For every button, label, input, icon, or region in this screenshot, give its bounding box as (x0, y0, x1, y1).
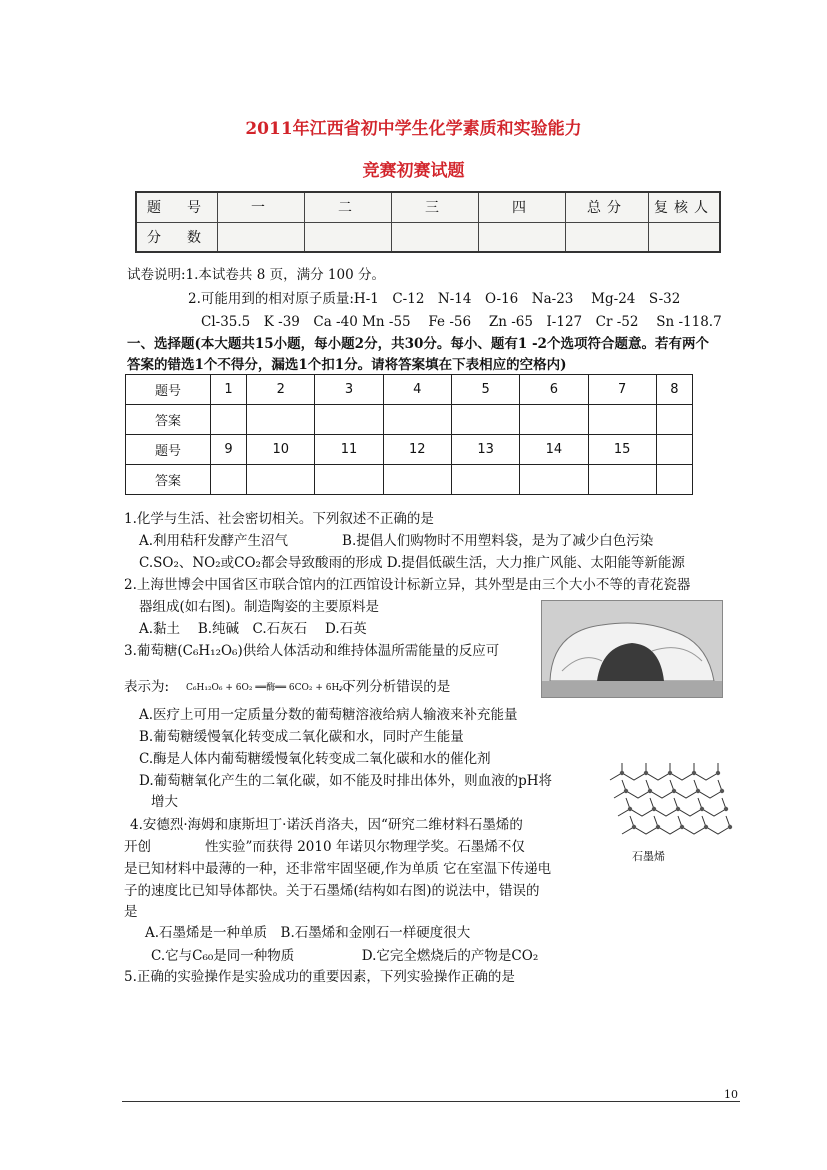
answer-cell[interactable] (315, 405, 383, 435)
question-4-line-3: 是已知材料中最薄的一种，还非常牢固坚硬,作为单质 它在室温下传递电 (124, 861, 552, 877)
section-heading-2: 答案的错选1个不得分，漏选1个扣1分。请将答案填在下表相应的空格内) (127, 357, 567, 373)
question-number: 14 (520, 435, 588, 465)
answer-table-q-label: 题号 (126, 435, 211, 465)
answer-cell[interactable] (588, 465, 656, 495)
title-line-1: 2011年江西省初中学生化学素质和实验能力 (245, 119, 582, 139)
title-line-2: 竞赛初赛试题 (362, 161, 465, 181)
question-number: 9 (211, 435, 247, 465)
question-3-option-d-cont: 增大 (151, 794, 178, 810)
jiangxi-pavilion-photo (541, 600, 723, 698)
answer-cell[interactable] (247, 405, 315, 435)
score-cell[interactable] (392, 222, 479, 252)
question-number: 15 (588, 435, 656, 465)
answer-cell[interactable] (451, 465, 519, 495)
question-number: 7 (588, 375, 656, 405)
question-1-options-cd: C.SO₂、NO₂或CO₂都会导致酸雨的形成 D.提倡低碳生活，大力推广风能、太阳能等新能源 (139, 555, 685, 571)
question-number: 1 (211, 375, 247, 405)
question-3-option-a: A.医疗上可用一定质量分数的葡萄糖溶液给病人输液来补充能量 (139, 707, 518, 723)
question-1: 1.化学与生活、社会密切相关。下列叙述不正确的是 (124, 511, 434, 527)
question-5: 5.正确的实验操作是实验成功的重要因素，下列实验操作正确的是 (124, 969, 515, 985)
question-4-line-5: 是 (124, 904, 138, 920)
answer-cell[interactable] (315, 465, 383, 495)
section-heading-1: 一、选择题(本大题共15小题，每小题2分，共30分。每小、题有1 -2个选项符合题意。若有两个 (127, 336, 709, 352)
question-2: 2.上海世博会中国省区市联合馆内的江西馆设计标新立异，其外型是由三个大小不等的青花瓷器 (124, 577, 691, 593)
question-number: 3 (315, 375, 383, 405)
question-1-options-ab: A.利用秸秆发酵产生沼气 B.提倡人们购物时不用塑料袋，是为了减少白色污染 (139, 533, 654, 549)
question-3-expr-label: 表示为: (124, 679, 170, 695)
question-number: 13 (451, 435, 519, 465)
question-4-options-ab: A.石墨烯是一种单质 B.石墨烯和金刚石一样硬度很大 (145, 925, 471, 941)
score-cell[interactable] (649, 222, 721, 252)
answer-cell[interactable] (211, 465, 247, 495)
question-2-options: A.黏土 B.纯碱 C.石灰石 D.石英 (139, 621, 367, 637)
question-number: 4 (383, 375, 451, 405)
question-number: 8 (656, 375, 692, 405)
score-header-3: 三 (392, 192, 479, 222)
glucose-equation: C₆H₁₂O₆ + 6O₂ ══酶══ 6CO₂ + 6H₂O (186, 683, 351, 693)
question-number: 2 (247, 375, 315, 405)
question-3-option-d: D.葡萄糖氧化产生的二氧化碳，如不能及时排出体外，则血液的pH将 (139, 773, 553, 789)
question-3: 3.葡萄糖(C₆H₁₂O₆)供给人体活动和维持体温所需能量的反应可 (124, 643, 500, 659)
answer-table (125, 374, 693, 495)
graphene-caption: 石墨烯 (632, 850, 665, 863)
question-4-line-4: 子的速度比已知导体都快。关于石墨烯(结构如右图)的说法中，错误的 (124, 883, 540, 899)
score-cell[interactable] (566, 222, 649, 252)
page-number: 10 (724, 1088, 738, 1101)
answer-cell[interactable] (383, 465, 451, 495)
instruction-line-3: Cl-35.5 K -39 Ca -40 Mn -55 Fe -56 Zn -65 I-127 Cr -52 Sn -118.7 (201, 314, 722, 330)
score-header-4: 四 (479, 192, 566, 222)
score-header-total: 总分 (566, 192, 649, 222)
score-cell[interactable] (305, 222, 392, 252)
footer-divider (122, 1101, 740, 1102)
score-cell[interactable] (479, 222, 566, 252)
answer-table-a-label: 答案 (126, 465, 211, 495)
answer-cell[interactable] (451, 405, 519, 435)
answer-cell[interactable] (588, 405, 656, 435)
question-number: 10 (247, 435, 315, 465)
instruction-line-1: 试卷说明:1.本试卷共 8 页，满分 100 分。 (127, 267, 385, 283)
pavilion-image (542, 601, 722, 697)
question-number (656, 435, 692, 465)
question-3-option-b: B.葡萄糖缓慢氧化转变成二氧化碳和水，同时产生能量 (139, 729, 464, 745)
graphene-structure-image (600, 740, 742, 876)
score-header-2: 二 (305, 192, 392, 222)
score-header-label: 题 号 (136, 192, 218, 222)
score-row-label: 分 数 (136, 222, 218, 252)
answer-cell[interactable] (656, 465, 692, 495)
score-cell[interactable] (218, 222, 305, 252)
answer-table-a-label: 答案 (126, 405, 211, 435)
question-3-expr-tail: .下列分析错误的是 (338, 679, 451, 695)
graphene-figure (600, 740, 742, 876)
question-4-line-1: 4.安德烈·海姆和康斯坦丁·诺沃肖洛夫，因“研究二维材料石墨烯的 (130, 817, 523, 833)
answer-cell[interactable] (211, 405, 247, 435)
question-4-line-2: 开创 性实验”而获得 2010 年诺贝尔物理学奖。石墨烯不仅 (124, 839, 525, 855)
question-2-cont: 器组成(如右图)。制造陶姿的主要原料是 (139, 599, 380, 615)
score-header-1: 一 (218, 192, 305, 222)
question-number: 6 (520, 375, 588, 405)
answer-cell[interactable] (520, 405, 588, 435)
instruction-line-2: 2.可能用到的相对原子质量:H-1 C-12 N-14 O-16 Na-23 Mg-24 S-32 (188, 291, 681, 307)
answer-cell[interactable] (520, 465, 588, 495)
answer-cell[interactable] (383, 405, 451, 435)
score-table (135, 191, 721, 253)
question-3-option-c: C.酶是人体内葡萄糖缓慢氧化转变成二氧化碳和水的催化剂 (139, 751, 491, 767)
score-header-reviewer: 复核人 (649, 192, 721, 222)
question-number: 12 (383, 435, 451, 465)
question-number: 5 (451, 375, 519, 405)
question-number: 11 (315, 435, 383, 465)
question-4-options-cd: C.它与C₆₀是同一种物质 D.它完全燃烧后的产物是CO₂ (151, 948, 539, 964)
answer-cell[interactable] (656, 405, 692, 435)
answer-table-q-label: 题号 (126, 375, 211, 405)
answer-cell[interactable] (247, 465, 315, 495)
